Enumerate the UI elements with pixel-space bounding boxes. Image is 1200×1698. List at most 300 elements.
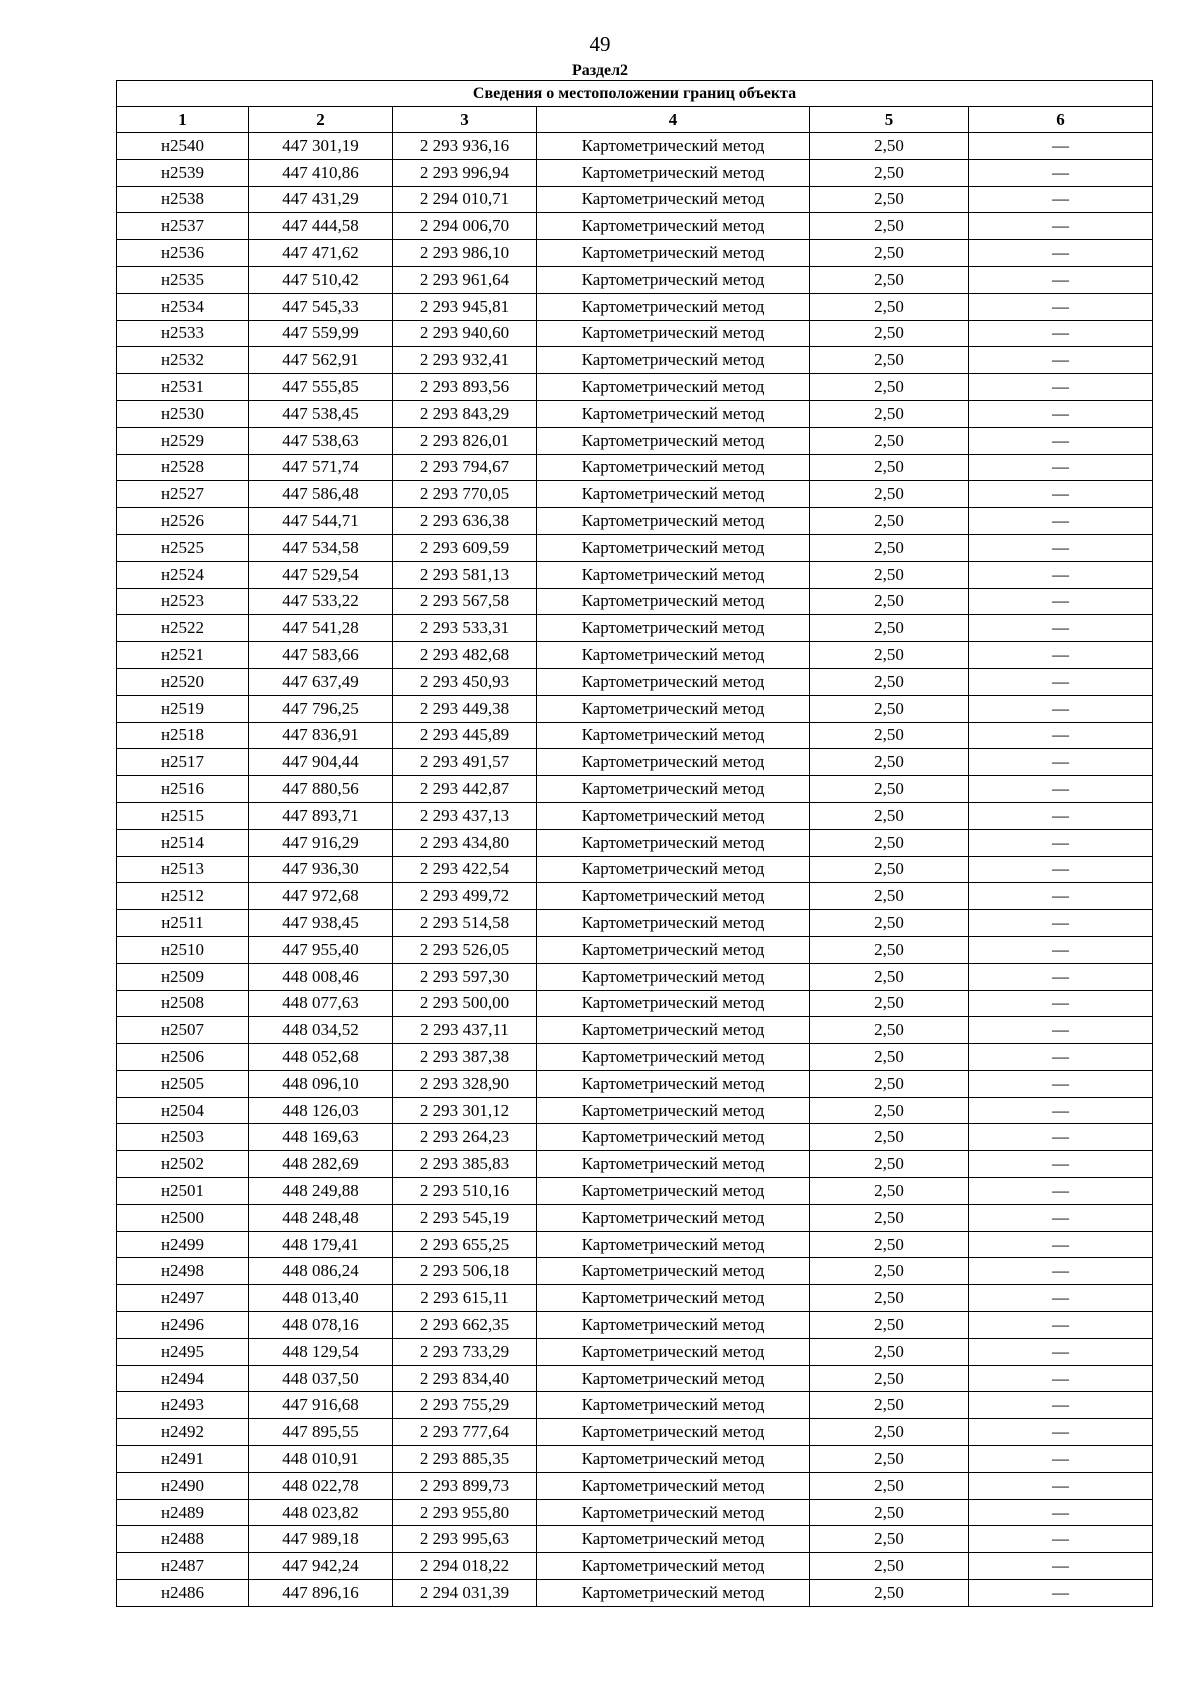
method-cell: Картометрический метод [537,1526,810,1553]
table-row [117,829,1153,856]
y-coordinate-cell: 2 293 609,59 [393,534,537,561]
method-cell: Картометрический метод [537,1044,810,1071]
note-cell: — [969,1017,1153,1044]
note-cell: — [969,1446,1153,1473]
method-cell: Картометрический метод [537,159,810,186]
method-cell: Картометрический метод [537,454,810,481]
y-coordinate-cell: 2 293 893,56 [393,374,537,401]
table-row [117,1472,1153,1499]
x-coordinate-cell: 448 022,78 [249,1472,393,1499]
x-coordinate-cell: 448 037,50 [249,1365,393,1392]
section-title: Раздел2 [571,62,629,79]
table-row [117,400,1153,427]
accuracy-cell: 2,50 [810,936,969,963]
point-id-cell: н2535 [117,266,249,293]
point-id-cell: н2536 [117,240,249,267]
note-cell: — [969,829,1153,856]
y-coordinate-cell: 2 293 264,23 [393,1124,537,1151]
x-coordinate-cell: 448 249,88 [249,1178,393,1205]
note-cell: — [969,1553,1153,1580]
accuracy-cell: 2,50 [810,1312,969,1339]
method-cell: Картометрический метод [537,1124,810,1151]
x-coordinate-cell: 447 586,48 [249,481,393,508]
note-cell: — [969,508,1153,535]
note-cell: — [969,695,1153,722]
note-cell: — [969,1419,1153,1446]
x-coordinate-cell: 447 904,44 [249,749,393,776]
coordinates-table [116,80,1153,1607]
y-coordinate-cell: 2 293 615,11 [393,1285,537,1312]
note-cell: — [969,1151,1153,1178]
table-row [117,1017,1153,1044]
y-coordinate-cell: 2 293 434,80 [393,829,537,856]
note-cell: — [969,266,1153,293]
table-row [117,1365,1153,1392]
x-coordinate-cell: 448 077,63 [249,990,393,1017]
y-coordinate-cell: 2 293 449,38 [393,695,537,722]
y-coordinate-cell: 2 293 442,87 [393,776,537,803]
method-cell: Картометрический метод [537,910,810,937]
accuracy-cell: 2,50 [810,1124,969,1151]
accuracy-cell: 2,50 [810,266,969,293]
table-row [117,1580,1153,1607]
table-row [117,1044,1153,1071]
x-coordinate-cell: 448 282,69 [249,1151,393,1178]
note-cell: — [969,427,1153,454]
point-id-cell: н2488 [117,1526,249,1553]
point-id-cell: н2522 [117,615,249,642]
column-number-2: 2 [249,107,393,133]
note-cell: — [969,588,1153,615]
accuracy-cell: 2,50 [810,240,969,267]
y-coordinate-cell: 2 293 932,41 [393,347,537,374]
method-cell: Картометрический метод [537,320,810,347]
y-coordinate-cell: 2 293 506,18 [393,1258,537,1285]
accuracy-cell: 2,50 [810,1419,969,1446]
method-cell: Картометрический метод [537,240,810,267]
point-id-cell: н2512 [117,883,249,910]
accuracy-cell: 2,50 [810,293,969,320]
point-id-cell: н2524 [117,561,249,588]
accuracy-cell: 2,50 [810,481,969,508]
y-coordinate-cell: 2 293 499,72 [393,883,537,910]
table-row [117,722,1153,749]
x-coordinate-cell: 447 989,18 [249,1526,393,1553]
method-cell: Картометрический метод [537,1017,810,1044]
method-cell: Картометрический метод [537,1178,810,1205]
point-id-cell: н2506 [117,1044,249,1071]
accuracy-cell: 2,50 [810,1231,969,1258]
note-cell: — [969,159,1153,186]
x-coordinate-cell: 448 086,24 [249,1258,393,1285]
accuracy-cell: 2,50 [810,1178,969,1205]
accuracy-cell: 2,50 [810,776,969,803]
y-coordinate-cell: 2 293 955,80 [393,1499,537,1526]
note-cell: — [969,615,1153,642]
y-coordinate-cell: 2 293 794,67 [393,454,537,481]
table-row [117,749,1153,776]
method-cell: Картометрический метод [537,213,810,240]
y-coordinate-cell: 2 293 843,29 [393,400,537,427]
point-id-cell: н2493 [117,1392,249,1419]
x-coordinate-cell: 447 938,45 [249,910,393,937]
table-row [117,1419,1153,1446]
note-cell: — [969,213,1153,240]
x-coordinate-cell: 447 896,16 [249,1580,393,1607]
x-coordinate-cell: 447 544,71 [249,508,393,535]
y-coordinate-cell: 2 293 437,11 [393,1017,537,1044]
table-row [117,936,1153,963]
accuracy-cell: 2,50 [810,1044,969,1071]
note-cell: — [969,1312,1153,1339]
table-row [117,508,1153,535]
y-coordinate-cell: 2 293 986,10 [393,240,537,267]
table-row [117,534,1153,561]
accuracy-cell: 2,50 [810,883,969,910]
note-cell: — [969,722,1153,749]
point-id-cell: н2534 [117,293,249,320]
note-cell: — [969,1526,1153,1553]
x-coordinate-cell: 447 555,85 [249,374,393,401]
y-coordinate-cell: 2 293 834,40 [393,1365,537,1392]
accuracy-cell: 2,50 [810,990,969,1017]
note-cell: — [969,1499,1153,1526]
point-id-cell: н2518 [117,722,249,749]
accuracy-cell: 2,50 [810,534,969,561]
point-id-cell: н2519 [117,695,249,722]
y-coordinate-cell: 2 293 482,68 [393,642,537,669]
method-cell: Картометрический метод [537,1580,810,1607]
table-row [117,910,1153,937]
accuracy-cell: 2,50 [810,963,969,990]
accuracy-cell: 2,50 [810,374,969,401]
point-id-cell: н2492 [117,1419,249,1446]
y-coordinate-cell: 2 294 031,39 [393,1580,537,1607]
point-id-cell: н2537 [117,213,249,240]
table-row [117,347,1153,374]
point-id-cell: н2532 [117,347,249,374]
y-coordinate-cell: 2 293 581,13 [393,561,537,588]
table-row [117,454,1153,481]
y-coordinate-cell: 2 293 996,94 [393,159,537,186]
accuracy-cell: 2,50 [810,642,969,669]
point-id-cell: н2489 [117,1499,249,1526]
table-row [117,1097,1153,1124]
x-coordinate-cell: 447 538,63 [249,427,393,454]
column-number-1: 1 [117,107,249,133]
method-cell: Картометрический метод [537,186,810,213]
page-number: 49 [589,32,611,56]
table-row [117,1151,1153,1178]
point-id-cell: н2504 [117,1097,249,1124]
y-coordinate-cell: 2 293 995,63 [393,1526,537,1553]
point-id-cell: н2533 [117,320,249,347]
point-id-cell: н2526 [117,508,249,535]
point-id-cell: н2498 [117,1258,249,1285]
x-coordinate-cell: 448 179,41 [249,1231,393,1258]
note-cell: — [969,534,1153,561]
accuracy-cell: 2,50 [810,508,969,535]
point-id-cell: н2540 [117,133,249,160]
table-row [117,802,1153,829]
method-cell: Картометрический метод [537,400,810,427]
table-row [117,1499,1153,1526]
x-coordinate-cell: 447 583,66 [249,642,393,669]
note-cell: — [969,990,1153,1017]
accuracy-cell: 2,50 [810,1392,969,1419]
y-coordinate-cell: 2 293 437,13 [393,802,537,829]
table-row [117,990,1153,1017]
point-id-cell: н2527 [117,481,249,508]
note-cell: — [969,1580,1153,1607]
method-cell: Картометрический метод [537,695,810,722]
table-row [117,481,1153,508]
y-coordinate-cell: 2 293 755,29 [393,1392,537,1419]
note-cell: — [969,910,1153,937]
method-cell: Картометрический метод [537,347,810,374]
note-cell: — [969,1204,1153,1231]
method-cell: Картометрический метод [537,1285,810,1312]
accuracy-cell: 2,50 [810,427,969,454]
x-coordinate-cell: 448 129,54 [249,1338,393,1365]
table-row [117,963,1153,990]
method-cell: Картометрический метод [537,374,810,401]
y-coordinate-cell: 2 293 961,64 [393,266,537,293]
accuracy-cell: 2,50 [810,1258,969,1285]
accuracy-cell: 2,50 [810,1526,969,1553]
point-id-cell: н2521 [117,642,249,669]
note-cell: — [969,883,1153,910]
y-coordinate-cell: 2 294 006,70 [393,213,537,240]
x-coordinate-cell: 447 955,40 [249,936,393,963]
y-coordinate-cell: 2 293 940,60 [393,320,537,347]
point-id-cell: н2500 [117,1204,249,1231]
accuracy-cell: 2,50 [810,454,969,481]
accuracy-cell: 2,50 [810,1017,969,1044]
note-cell: — [969,1178,1153,1205]
point-id-cell: н2495 [117,1338,249,1365]
method-cell: Картометрический метод [537,1419,810,1446]
accuracy-cell: 2,50 [810,722,969,749]
method-cell: Картометрический метод [537,883,810,910]
note-cell: — [969,749,1153,776]
note-cell: — [969,1392,1153,1419]
table-row [117,1338,1153,1365]
point-id-cell: н2511 [117,910,249,937]
table-caption: Сведения о местоположении границ объекта [117,81,1153,107]
point-id-cell: н2529 [117,427,249,454]
accuracy-cell: 2,50 [810,695,969,722]
method-cell: Картометрический метод [537,668,810,695]
accuracy-cell: 2,50 [810,159,969,186]
note-cell: — [969,1070,1153,1097]
method-cell: Картометрический метод [537,1258,810,1285]
x-coordinate-cell: 447 410,86 [249,159,393,186]
method-cell: Картометрический метод [537,1553,810,1580]
x-coordinate-cell: 448 013,40 [249,1285,393,1312]
table-row [117,266,1153,293]
point-id-cell: н2528 [117,454,249,481]
table-row [117,133,1153,160]
accuracy-cell: 2,50 [810,1580,969,1607]
table-row [117,1312,1153,1339]
accuracy-cell: 2,50 [810,1338,969,1365]
method-cell: Картометрический метод [537,427,810,454]
y-coordinate-cell: 2 293 662,35 [393,1312,537,1339]
column-number-3: 3 [393,107,537,133]
point-id-cell: н2530 [117,400,249,427]
y-coordinate-cell: 2 293 491,57 [393,749,537,776]
x-coordinate-cell: 447 541,28 [249,615,393,642]
method-cell: Картометрический метод [537,1070,810,1097]
accuracy-cell: 2,50 [810,1553,969,1580]
note-cell: — [969,454,1153,481]
method-cell: Картометрический метод [537,642,810,669]
method-cell: Картометрический метод [537,508,810,535]
x-coordinate-cell: 447 510,42 [249,266,393,293]
x-coordinate-cell: 447 893,71 [249,802,393,829]
y-coordinate-cell: 2 294 010,71 [393,186,537,213]
note-cell: — [969,642,1153,669]
note-cell: — [969,186,1153,213]
y-coordinate-cell: 2 293 387,38 [393,1044,537,1071]
note-cell: — [969,347,1153,374]
method-cell: Картометрический метод [537,1231,810,1258]
x-coordinate-cell: 447 916,29 [249,829,393,856]
method-cell: Картометрический метод [537,561,810,588]
note-cell: — [969,936,1153,963]
note-cell: — [969,1124,1153,1151]
accuracy-cell: 2,50 [810,186,969,213]
method-cell: Картометрический метод [537,588,810,615]
point-id-cell: н2497 [117,1285,249,1312]
x-coordinate-cell: 447 880,56 [249,776,393,803]
x-coordinate-cell: 448 248,48 [249,1204,393,1231]
table-row [117,588,1153,615]
x-coordinate-cell: 448 008,46 [249,963,393,990]
note-cell: — [969,1365,1153,1392]
accuracy-cell: 2,50 [810,561,969,588]
method-cell: Картометрический метод [537,266,810,293]
x-coordinate-cell: 448 078,16 [249,1312,393,1339]
table-row [117,856,1153,883]
y-coordinate-cell: 2 293 514,58 [393,910,537,937]
x-coordinate-cell: 448 096,10 [249,1070,393,1097]
method-cell: Картометрический метод [537,990,810,1017]
point-id-cell: н2539 [117,159,249,186]
column-number-6: 6 [969,107,1153,133]
table-row [117,1070,1153,1097]
column-number-5: 5 [810,107,969,133]
accuracy-cell: 2,50 [810,1446,969,1473]
method-cell: Картометрический метод [537,1365,810,1392]
table-row [117,213,1153,240]
x-coordinate-cell: 447 545,33 [249,293,393,320]
point-id-cell: н2510 [117,936,249,963]
y-coordinate-cell: 2 293 533,31 [393,615,537,642]
x-coordinate-cell: 447 431,29 [249,186,393,213]
x-coordinate-cell: 447 562,91 [249,347,393,374]
column-number-row [117,107,1153,133]
accuracy-cell: 2,50 [810,615,969,642]
method-cell: Картометрический метод [537,1446,810,1473]
note-cell: — [969,133,1153,160]
point-id-cell: н2538 [117,186,249,213]
accuracy-cell: 2,50 [810,802,969,829]
table-row [117,561,1153,588]
method-cell: Картометрический метод [537,1204,810,1231]
table-row [117,1526,1153,1553]
y-coordinate-cell: 2 293 655,25 [393,1231,537,1258]
accuracy-cell: 2,50 [810,1070,969,1097]
point-id-cell: н2501 [117,1178,249,1205]
point-id-cell: н2487 [117,1553,249,1580]
y-coordinate-cell: 2 293 422,54 [393,856,537,883]
method-cell: Картометрический метод [537,293,810,320]
note-cell: — [969,668,1153,695]
method-cell: Картометрический метод [537,1472,810,1499]
x-coordinate-cell: 448 126,03 [249,1097,393,1124]
point-id-cell: н2490 [117,1472,249,1499]
y-coordinate-cell: 2 293 328,90 [393,1070,537,1097]
table-row [117,1553,1153,1580]
point-id-cell: н2494 [117,1365,249,1392]
x-coordinate-cell: 448 034,52 [249,1017,393,1044]
table-row [117,1178,1153,1205]
y-coordinate-cell: 2 293 826,01 [393,427,537,454]
y-coordinate-cell: 2 293 936,16 [393,133,537,160]
x-coordinate-cell: 447 916,68 [249,1392,393,1419]
accuracy-cell: 2,50 [810,668,969,695]
x-coordinate-cell: 448 023,82 [249,1499,393,1526]
table-row [117,293,1153,320]
column-number-4: 4 [537,107,810,133]
table-caption-row [117,81,1153,107]
accuracy-cell: 2,50 [810,829,969,856]
y-coordinate-cell: 2 293 500,00 [393,990,537,1017]
x-coordinate-cell: 447 836,91 [249,722,393,749]
x-coordinate-cell: 447 529,54 [249,561,393,588]
x-coordinate-cell: 447 637,49 [249,668,393,695]
y-coordinate-cell: 2 293 777,64 [393,1419,537,1446]
x-coordinate-cell: 447 571,74 [249,454,393,481]
method-cell: Картометрический метод [537,963,810,990]
table-row [117,776,1153,803]
x-coordinate-cell: 447 796,25 [249,695,393,722]
point-id-cell: н2513 [117,856,249,883]
table-row [117,1231,1153,1258]
x-coordinate-cell: 447 301,19 [249,133,393,160]
y-coordinate-cell: 2 293 636,38 [393,508,537,535]
point-id-cell: н2517 [117,749,249,776]
note-cell: — [969,776,1153,803]
accuracy-cell: 2,50 [810,1285,969,1312]
note-cell: — [969,400,1153,427]
method-cell: Картометрический метод [537,481,810,508]
method-cell: Картометрический метод [537,856,810,883]
x-coordinate-cell: 447 534,58 [249,534,393,561]
y-coordinate-cell: 2 293 385,83 [393,1151,537,1178]
y-coordinate-cell: 2 293 733,29 [393,1338,537,1365]
accuracy-cell: 2,50 [810,588,969,615]
point-id-cell: н2515 [117,802,249,829]
note-cell: — [969,1285,1153,1312]
y-coordinate-cell: 2 293 445,89 [393,722,537,749]
x-coordinate-cell: 448 169,63 [249,1124,393,1151]
table-row [117,240,1153,267]
y-coordinate-cell: 2 293 567,58 [393,588,537,615]
y-coordinate-cell: 2 293 526,05 [393,936,537,963]
